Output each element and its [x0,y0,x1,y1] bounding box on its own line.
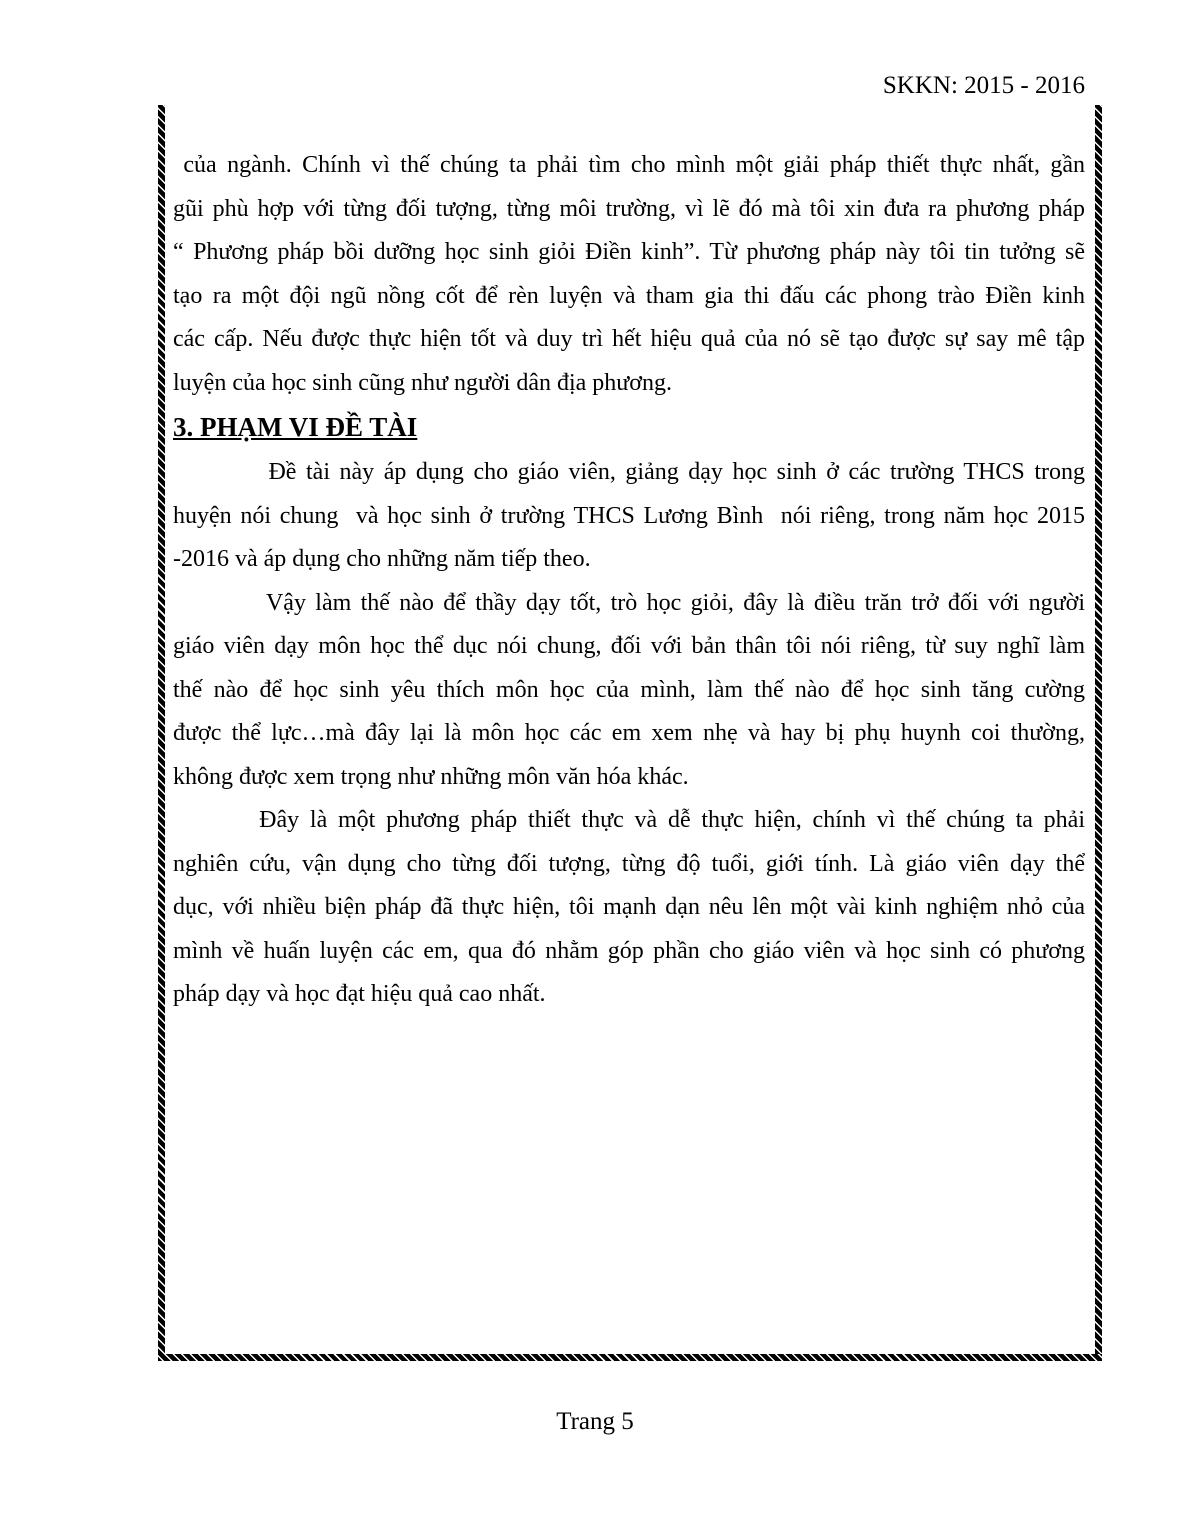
paragraph-line: mình về huấn luyện các em, qua đó nhằm góp phần cho giáo viên và học sinh có phương [173,937,1085,964]
page-border-right [1095,105,1102,1361]
paragraph-line: Vậy làm thế nào để thầy dạy tốt, trò học giỏi, đây là điều trăn trở đối với người [173,589,1085,616]
paragraph-line: Đề tài này áp dụng cho giáo viên, giảng dạy học sinh ở các trường THCS trong [173,459,1085,485]
paragraph-line: thế nào để học sinh yêu thích môn học của mình, làm thế nào để học sinh tăng cường [173,676,1085,703]
paragraph-line: gũi phù hợp với từng đối tượng, từng môi trường, vì lẽ đó mà tôi xin đưa ra phương pháp [173,195,1085,222]
paragraph-line: dục, với nhiều biện pháp đã thực hiện, tôi mạnh dạn nêu lên một vài kinh nghiệm nhỏ của [173,894,1085,920]
page-border-bottom [158,1354,1102,1361]
paragraph-line: nghiên cứu, vận dụng cho từng đối tượng, từng độ tuổi, giới tính. Là giáo viên dạy thể [173,850,1085,877]
paragraph-line: các cấp. Nếu được thực hiện tốt và duy trì hết hiệu quả của nó sẽ tạo được sự say mê tập [173,326,1085,352]
paragraph-line: không được xem trọng như những môn văn hóa khác. [173,763,689,790]
paragraph-line: tạo ra một đội ngũ nồng cốt để rèn luyện và tham gia thi đấu các phong trào Điền kinh [173,282,1085,309]
paragraph-line: giáo viên dạy môn học thể dục nói chung, đối với bản thân tôi nói riêng, từ suy nghĩ làm [173,633,1085,659]
page-border-left [158,105,165,1361]
page-number: Trang 5 [556,1408,634,1435]
paragraph-line: luyện của học sinh cũng như người dân địa phương. [173,369,672,396]
page-header: SKKN: 2015 - 2016 [882,72,1085,99]
paragraph-line: được thể lực…mà đây lại là môn học các em xem nhẹ và hay bị phụ huynh coi thường, [173,720,1085,746]
paragraph-line: Đây là một phương pháp thiết thực và dễ thực hiện, chính vì thế chúng ta phải [173,807,1085,833]
paragraph-line: huyện nói chung và học sinh ở trường THCS Lương Bình nói riêng, trong năm học 2015 [173,502,1085,529]
paragraph-line: pháp dạy và học đạt hiệu quả cao nhất. [173,981,546,1007]
document-body [173,146,1085,1019]
paragraph-line: của ngành. Chính vì thế chúng ta phải tìm cho mình một giải pháp thiết thực nhất, gần [173,152,1085,178]
section-heading: 3. PHẠM VI ĐỀ TÀI [173,412,418,442]
paragraph-line: “ Phương pháp bồi dưỡng học sinh giỏi Điền kinh”. Từ phương pháp này tôi tin tưởng sẽ [173,239,1085,265]
paragraph-line: -2016 và áp dụng cho những năm tiếp theo. [173,546,591,572]
